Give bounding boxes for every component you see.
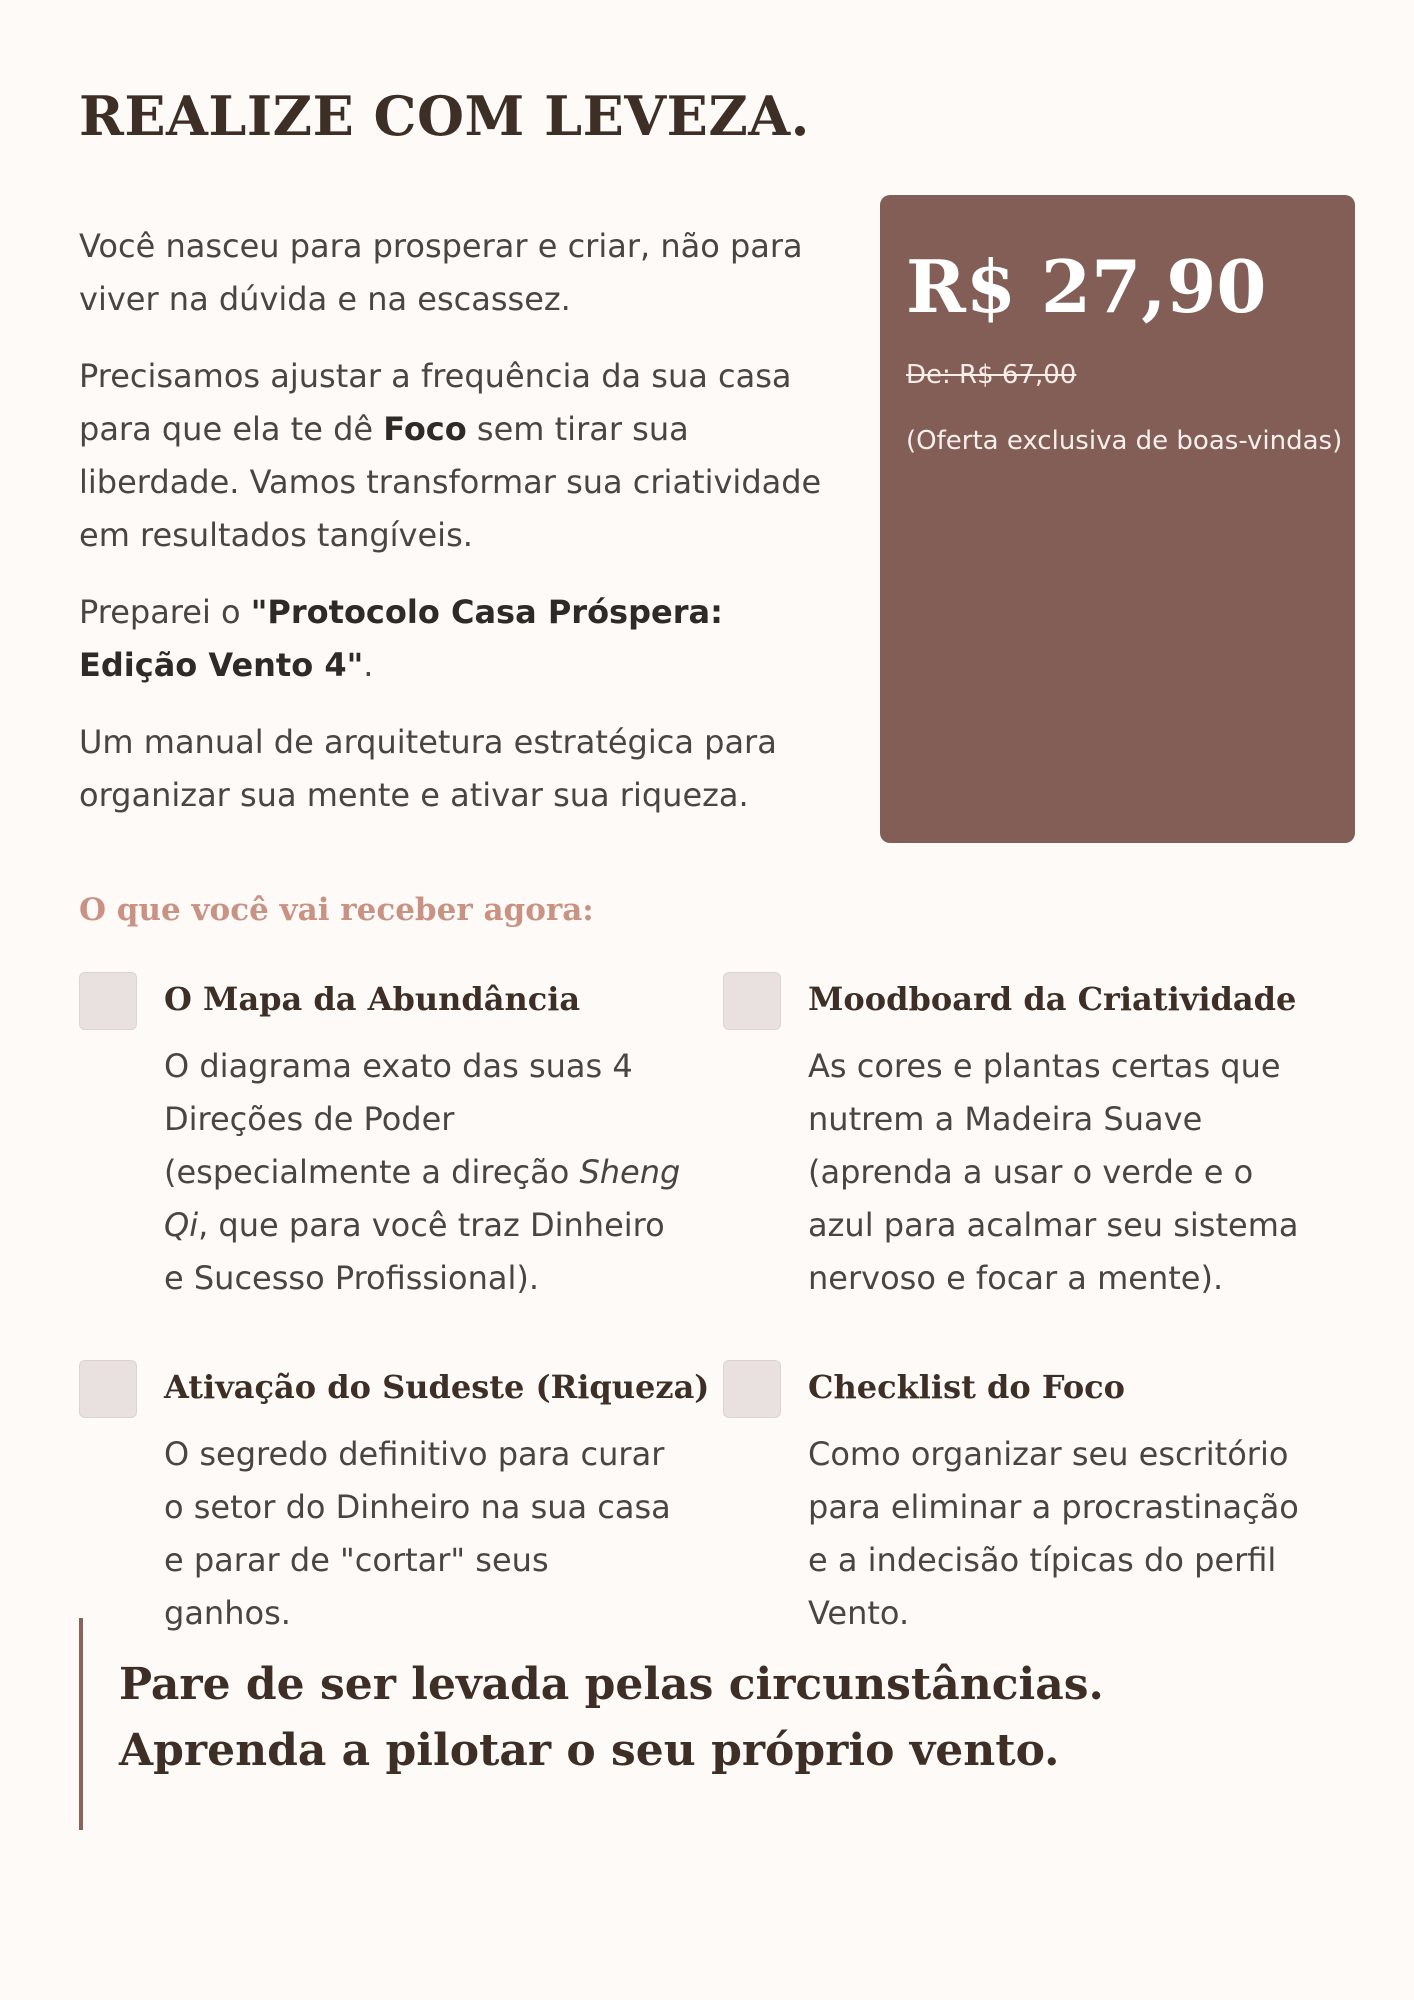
intro-paragraph-2-text: Precisamos ajustar a frequência da sua casa para que ela te dê	[79, 357, 792, 448]
sheng-qi-term: Sheng Qi	[164, 1153, 681, 1244]
benefit-description	[164, 1040, 684, 1305]
document-page	[79, 0, 1355, 2000]
intro-paragraph-2	[79, 350, 839, 562]
intro-paragraph-3	[79, 586, 839, 692]
benefit-title: O Mapa da Abundância	[164, 980, 581, 1018]
intro-paragraph-1: Você nasceu para prosperar e criar, não para viver na dúvida e na escassez.	[79, 227, 803, 318]
benefits-heading: O que você vai receber agora:	[79, 892, 594, 928]
intro-text	[79, 220, 839, 846]
protocol-name: "Protocolo Casa Próspera: Edição Vento 4"	[79, 593, 723, 684]
checkbox-icon	[79, 1360, 137, 1418]
intro-paragraph-2-rest: sem tirar sua liberdade. Vamos transformar sua criatividade em resultados tangíveis.	[79, 410, 822, 554]
price-card	[880, 195, 1355, 843]
benefit-description: Como organizar seu escritório para eliminar a procrastinação e a indecisão típicas do perfil Vento.	[808, 1435, 1299, 1632]
old-price: De: R$ 67,00	[906, 360, 1077, 390]
benefit-title: Moodboard da Criatividade	[808, 980, 1297, 1018]
benefit-description-rest: , que para você traz Dinheiro e Sucesso Profissional).	[164, 1206, 665, 1297]
closing-quote-text: Pare de ser levada pelas circunstâncias. Aprenda a pilotar o seu próprio vento.	[119, 1659, 1104, 1776]
benefit-description-text: O diagrama exato das suas 4 Direções de Poder (especialmente a direção	[164, 1047, 633, 1191]
intro-paragraph-3-end: .	[363, 646, 374, 684]
benefit-title: Checklist do Foco	[808, 1368, 1125, 1406]
benefit-title: Ativação do Sudeste (Riqueza)	[164, 1368, 710, 1406]
intro-focus-emphasis: Foco	[383, 410, 467, 448]
page-title: REALIZE COM LEVEZA.	[79, 84, 810, 148]
benefit-description: As cores e plantas certas que nutrem a Madeira Suave (aprenda a usar o verde e o azul para acalmar seu sistema nervoso e focar a mente).	[808, 1047, 1299, 1297]
checkbox-icon	[723, 972, 781, 1030]
closing-quote	[79, 1618, 1243, 1830]
checkbox-icon	[723, 1360, 781, 1418]
checkbox-icon	[79, 972, 137, 1030]
benefit-description: O segredo definitivo para curar o setor do Dinheiro na sua casa e parar de "cortar" seus ganhos.	[164, 1435, 671, 1632]
current-price: R$ 27,90	[906, 244, 1267, 329]
offer-note: (Oferta exclusiva de boas-vindas)	[906, 426, 1343, 456]
intro-paragraph-4: Um manual de arquitetura estratégica para organizar sua mente e ativar sua riqueza.	[79, 723, 777, 814]
intro-paragraph-3-text: Preparei o	[79, 593, 251, 631]
